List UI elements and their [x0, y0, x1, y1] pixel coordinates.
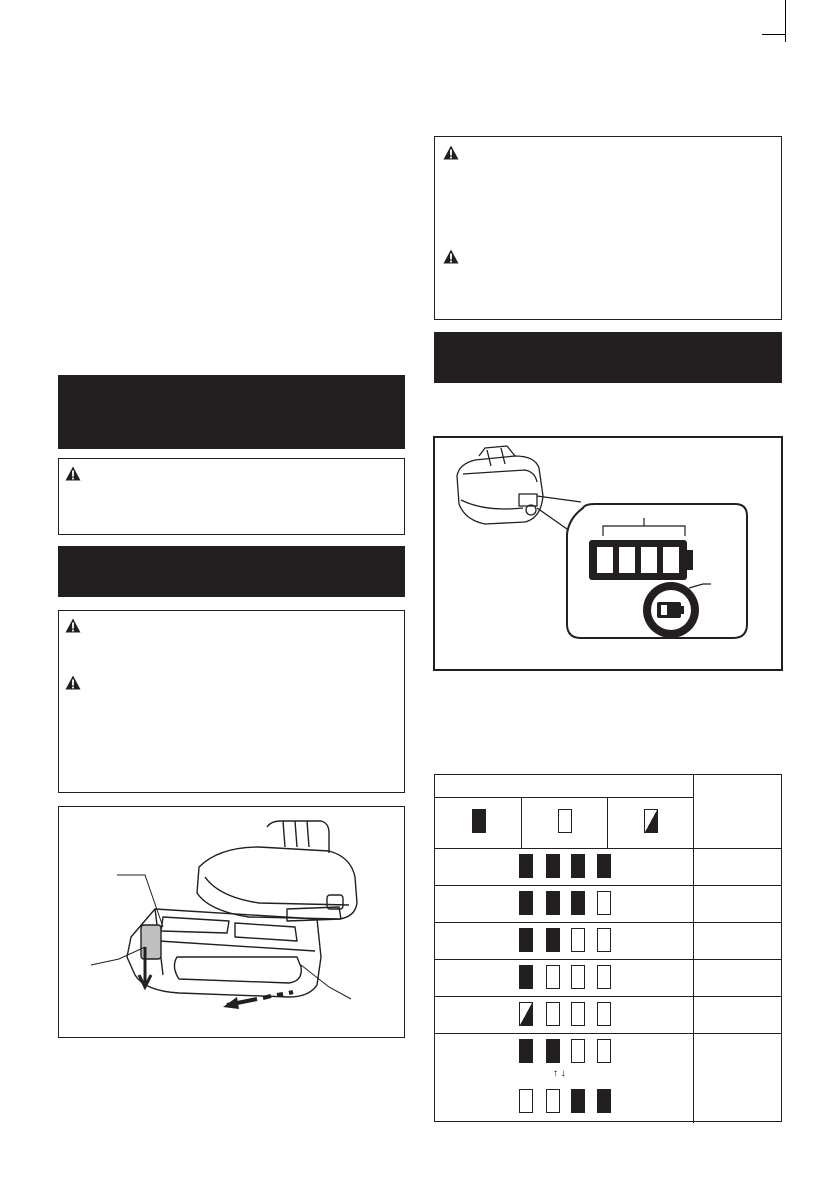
- figure-battery-removal: [58, 806, 405, 1038]
- legend-blinking-lamp: [644, 809, 658, 833]
- section-heading-band-2: [58, 546, 405, 597]
- section-heading-band-3: [434, 332, 782, 383]
- warning-box-1: [58, 458, 405, 535]
- battery-capacity-table: [434, 774, 782, 1122]
- legend-off-lamp: [558, 809, 572, 833]
- warning-triangle-icon: [65, 675, 81, 690]
- warning-triangle-icon: [443, 145, 459, 160]
- figure-battery-indicator: [433, 436, 783, 671]
- crop-mark-vertical: [785, 0, 786, 42]
- battery-removal-illustration: [59, 807, 404, 1037]
- warning-box-3: [434, 136, 782, 320]
- crop-mark-horizontal: [762, 34, 786, 35]
- battery-indicator-illustration: [435, 438, 781, 669]
- legend-lit-lamp: [472, 809, 486, 833]
- warning-box-2: [58, 610, 405, 793]
- warning-triangle-icon: [443, 249, 459, 264]
- section-heading-band-1: [58, 375, 405, 449]
- battery-icon: [657, 602, 681, 618]
- warning-triangle-icon: [65, 466, 81, 481]
- warning-triangle-icon: [65, 618, 81, 633]
- alternate-arrows: ↑ ↓: [553, 1068, 566, 1079]
